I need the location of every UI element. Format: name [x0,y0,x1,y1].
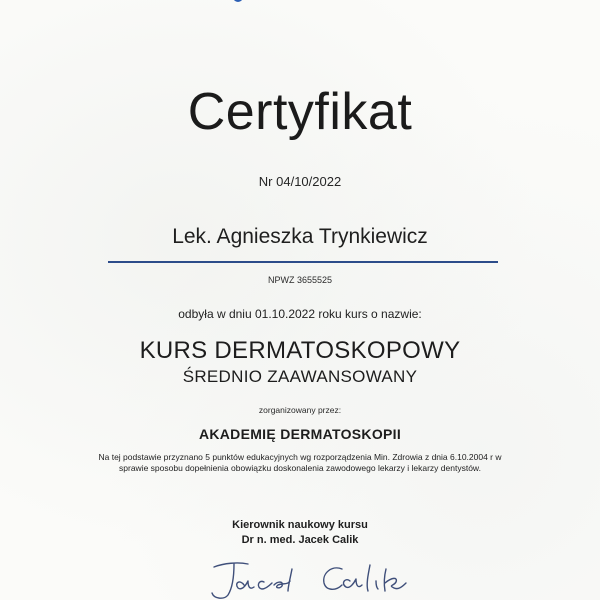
director-name: Dr n. med. Jacek Calik [241,534,359,546]
completion-statement: odbyła w dniu 01.10.2022 roku kurs o nazwie: [178,307,422,321]
header-logo [232,0,332,8]
credits-note [0,452,600,474]
certificate-title: Certyfikat [187,83,413,141]
handwritten-signature [200,555,430,600]
director-title: Kierownik naukowy kursu [232,519,368,531]
logo-text [326,0,380,2]
certificate-number: Nr 04/10/2022 [258,174,342,189]
organized-by-label: zorganizowany przez: [258,405,342,415]
credits-note-line-2: sprawie sposobu dopełnienia obowiązku doskonalenia zawodowego lekarzy i lekarzy dentystów. [119,463,481,473]
credits-note-line-1: Na tej podstawie przyznano 5 punktów edukacyjnych wg rozporządzenia Min. Zdrowia z dnia 6.10.2004 r w [98,452,502,462]
director-block [0,518,600,548]
recipient-underline [108,261,498,263]
organizer-name: AKADEMIĘ DERMATOSKOPII [198,426,402,442]
course-name-line-1: KURS DERMATOSKOPOWY [139,337,461,364]
course-name-line-2: ŚREDNIO ZAAWANSOWANY [182,367,418,386]
recipient-name: Lek. Agnieszka Trynkiewicz [172,225,428,248]
npwz-number: NPWZ 3655525 [267,275,333,285]
logo-icon [232,0,324,6]
